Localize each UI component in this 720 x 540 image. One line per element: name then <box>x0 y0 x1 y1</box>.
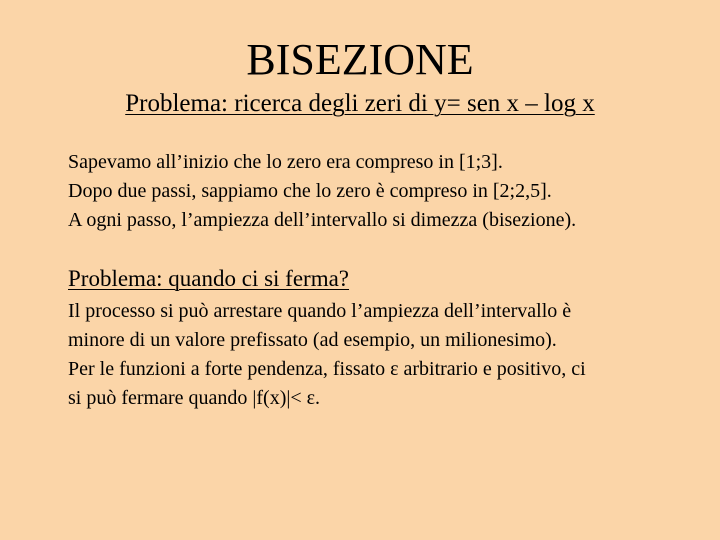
text-line: Per le funzioni a forte pendenza, fissato ε arbitrario e positivo, ci <box>68 358 586 380</box>
intro-paragraph <box>68 148 708 235</box>
section-heading: Problema: quando ci si ferma? <box>68 266 350 291</box>
text-line: Sapevamo all’inizio che lo zero era compreso in [1;3]. <box>68 151 503 173</box>
text-line: si può fermare quando |f(x)|< ε. <box>68 387 321 409</box>
text-line: Dopo due passi, sappiamo che lo zero è compreso in [2;2,5]. <box>68 180 552 202</box>
slide-title: BISEZIONE <box>246 35 474 84</box>
stopping-criteria-paragraph <box>68 297 708 413</box>
text-line: A ogni passo, l’ampiezza dell’intervallo si dimezza (bisezione). <box>68 209 577 231</box>
text-line: Il processo si può arrestare quando l’ampiezza dell’intervallo è <box>68 300 572 322</box>
slide-subtitle: Problema: ricerca degli zeri di y= sen x – log x <box>125 90 595 117</box>
text-line: minore di un valore prefissato (ad esempio, un milionesimo). <box>68 329 557 351</box>
